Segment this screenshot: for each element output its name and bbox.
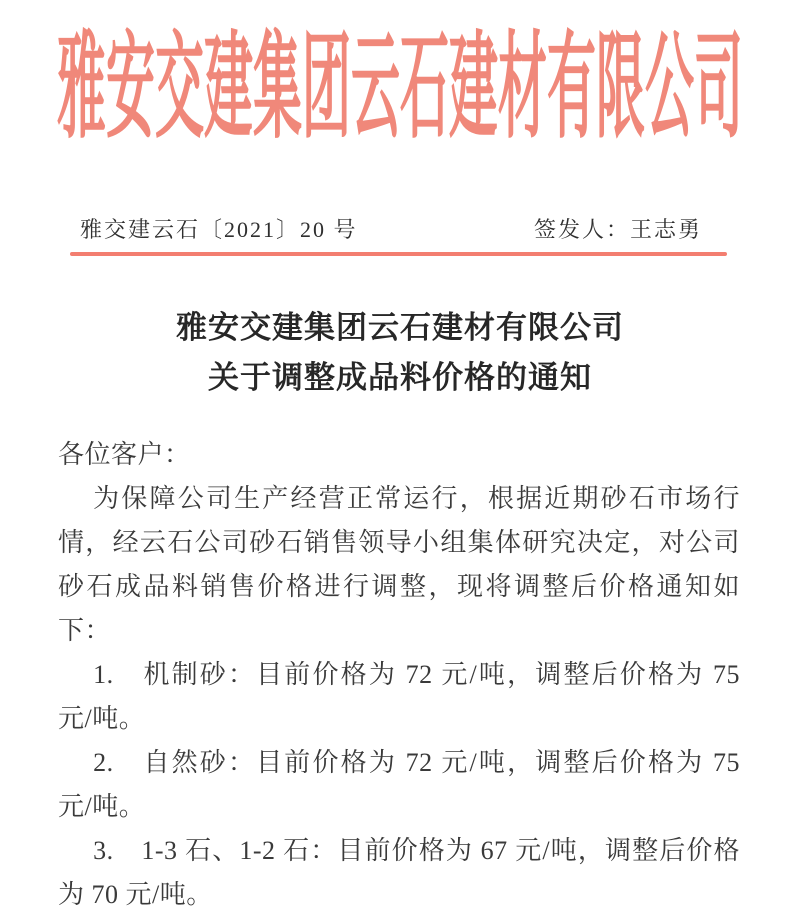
doc-meta-row (80, 213, 702, 244)
notice-title (0, 303, 800, 403)
letterhead-company-title: 雅安交建集团云石建材有限公司 (56, 22, 743, 153)
price-item-3: 3. 1-3 石、1-2 石：目前价格为 67 元/吨，调整后价格为 70 元/吨。 (58, 836, 740, 909)
issuer-name: 签发人：王志勇 (533, 217, 702, 242)
intro-paragraph: 为保障公司生产经营正常运行，根据近期砂石市场行情，经云石公司砂石销售领导小组集体研究决定，对公司砂石成品料销售价格进行调整，现将调整后价格通知如下： (58, 484, 740, 645)
notice-title-line2: 关于调整成品料价格的通知 (208, 360, 592, 395)
red-divider-rule (70, 252, 727, 256)
price-item-1: 1. 机制砂：目前价格为 72 元/吨，调整后价格为 75 元/吨。 (58, 660, 740, 733)
notice-title-line1: 雅安交建集团云石建材有限公司 (176, 310, 624, 345)
doc-number: 雅交建云石〔2021〕20 号 (80, 217, 358, 242)
salutation: 各位客户： (58, 440, 191, 469)
notice-body (58, 433, 740, 917)
letterhead (0, 22, 800, 156)
price-item-2: 2. 自然砂：目前价格为 72 元/吨，调整后价格为 75 元/吨。 (58, 748, 740, 821)
